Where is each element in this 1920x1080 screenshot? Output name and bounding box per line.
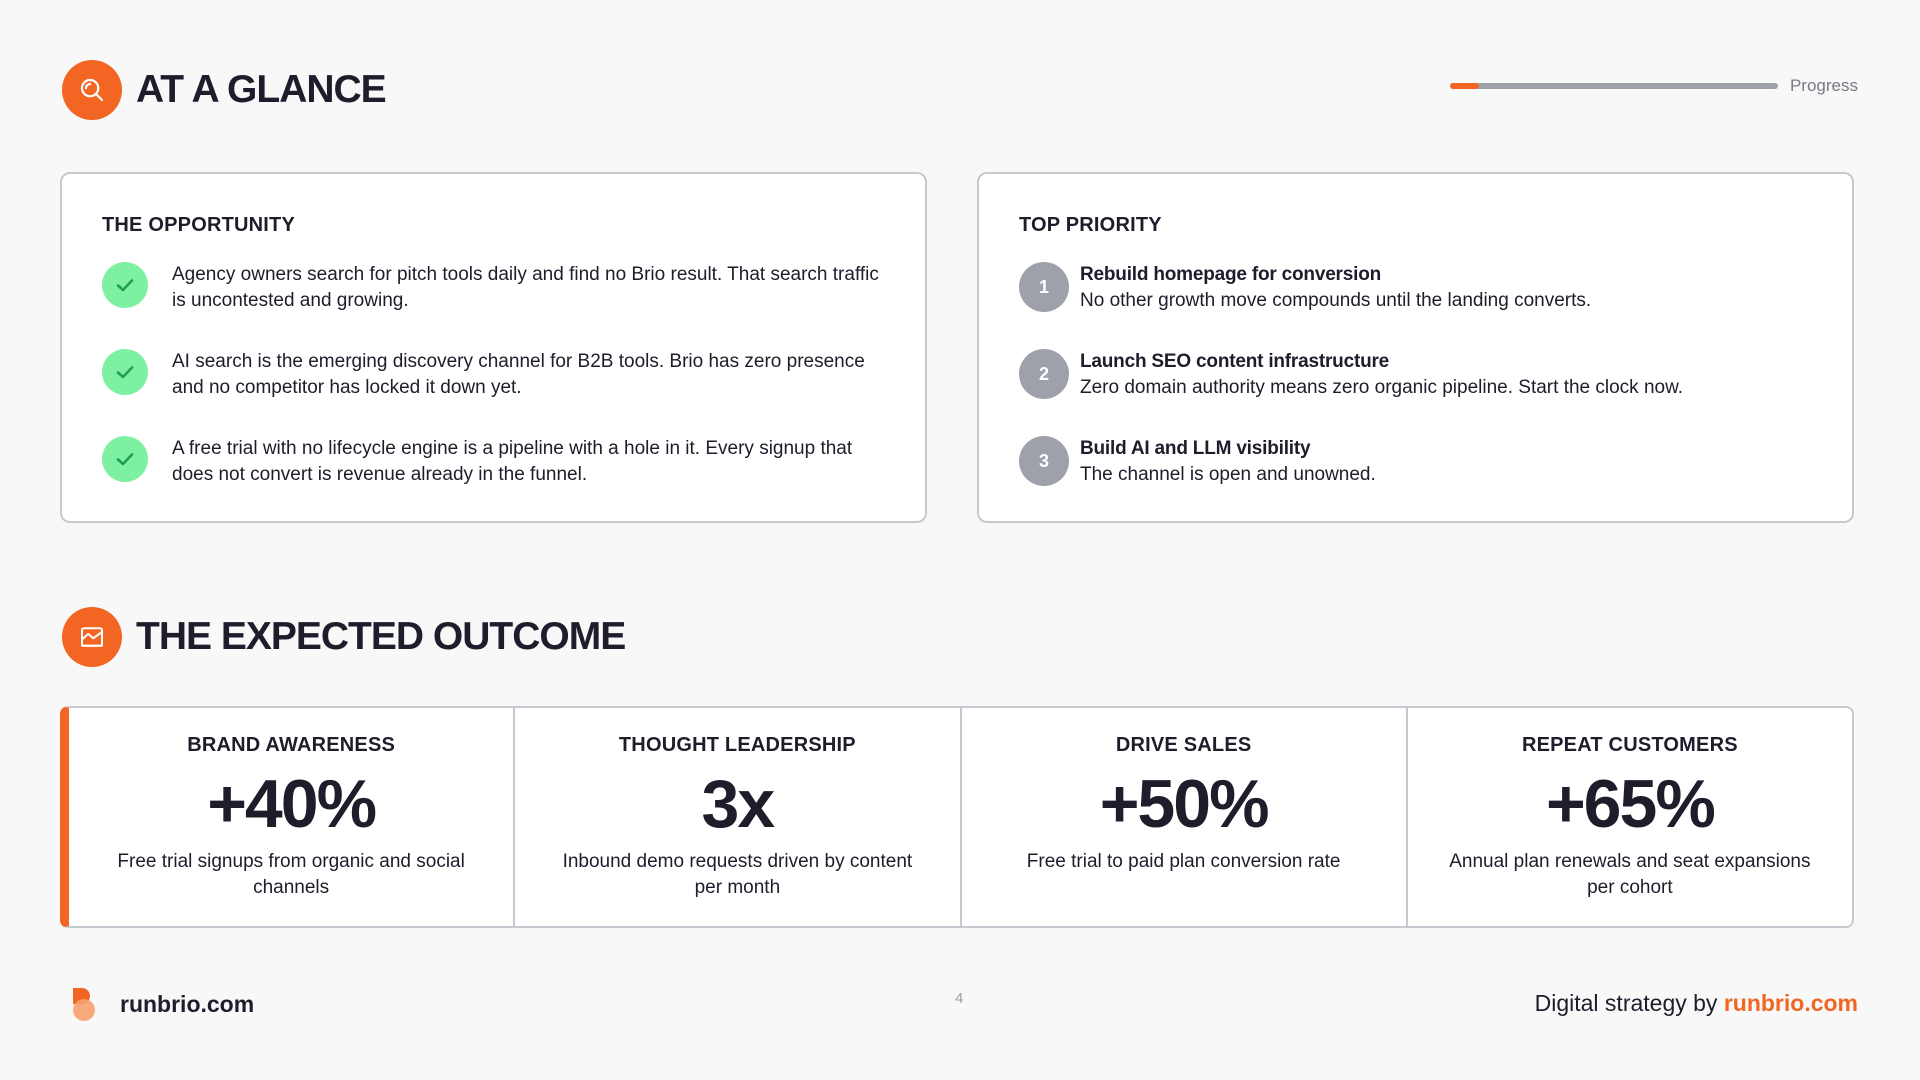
priority-number-badge: 1 <box>1019 262 1069 312</box>
priority-item-desc: No other growth move compounds until the landing converts. <box>1080 290 1592 311</box>
expected-outcome-header <box>62 607 625 667</box>
priority-number-badge: 3 <box>1019 436 1069 486</box>
priority-item-desc: Zero domain authority means zero organic pipeline. Start the clock now. <box>1080 377 1684 398</box>
priority-item <box>1019 436 1376 488</box>
footer-credit <box>1535 990 1858 1017</box>
priority-item <box>1019 349 1683 401</box>
progress-bar <box>1450 83 1778 89</box>
metric-desc: Free trial to paid plan conversion rate <box>1026 851 1341 872</box>
metric-brand-awareness <box>69 708 515 926</box>
priority-item-title: Launch SEO content infrastructure <box>1080 351 1390 372</box>
at-a-glance-header <box>62 60 386 120</box>
priority-item <box>1019 262 1591 314</box>
metric-drive-sales <box>962 708 1408 926</box>
opportunity-item-text: Agency owners search for pitch tools daily and find no Brio result. That search traffic is uncontested and growing. <box>172 264 879 311</box>
metric-label: BRAND AWARENESS <box>187 734 396 756</box>
priority-item-desc: The channel is open and unowned. <box>1080 464 1376 485</box>
footer-logo[interactable] <box>70 986 254 1022</box>
outcome-metrics <box>60 706 1854 928</box>
progress-fill <box>1450 83 1480 89</box>
check-icon <box>102 262 148 308</box>
priority-item-text <box>1080 349 1683 401</box>
footer-domain: runbrio.com <box>120 990 255 1017</box>
metric-value: +65% <box>1545 766 1714 842</box>
top-priority-title: TOP PRIORITY <box>1019 214 1162 236</box>
priority-number-badge: 2 <box>1019 349 1069 399</box>
metric-desc: Inbound demo requests driven by content per month <box>562 851 913 898</box>
footer-credit-brand-link[interactable]: runbrio.com <box>1723 990 1858 1016</box>
priority-item-title: Build AI and LLM visibility <box>1080 438 1311 459</box>
search-icon <box>62 60 122 120</box>
top-priority-card <box>977 172 1854 523</box>
opportunity-item <box>102 262 892 314</box>
check-icon <box>102 436 148 482</box>
runbrio-logo-icon <box>70 986 98 1022</box>
opportunity-item-text: A free trial with no lifecycle engine is a pipeline with a hole in it. Every signup that does not convert is revenue already in the funnel. <box>172 438 853 485</box>
check-icon <box>102 349 148 395</box>
opportunity-title: THE OPPORTUNITY <box>102 214 296 236</box>
metric-thought-leadership <box>515 708 961 926</box>
metric-value: +50% <box>1099 766 1268 842</box>
priority-item-title: Rebuild homepage for conversion <box>1080 264 1382 285</box>
metric-repeat-customers <box>1408 708 1852 926</box>
opportunity-item-text: AI search is the emerging discovery channel for B2B tools. Brio has zero presence and no competitor has locked it down yet. <box>172 351 865 398</box>
chart-icon <box>62 607 122 667</box>
metric-label: DRIVE SALES <box>1115 734 1252 756</box>
opportunity-item <box>102 349 892 401</box>
footer-credit-prefix: Digital strategy by <box>1534 990 1718 1016</box>
section-title-outcome: THE EXPECTED OUTCOME <box>136 615 626 658</box>
progress-indicator <box>1450 76 1858 96</box>
metric-label: REPEAT CUSTOMERS <box>1521 734 1738 756</box>
opportunity-item <box>102 436 892 488</box>
priority-item-text <box>1080 436 1376 488</box>
metric-value: +40% <box>207 766 376 842</box>
priority-item-text <box>1080 262 1591 314</box>
metric-value: 3x <box>701 766 774 842</box>
progress-label: Progress <box>1789 76 1858 95</box>
page-title: AT A GLANCE <box>136 68 386 111</box>
metric-desc: Annual plan renewals and seat expansions per cohort <box>1449 851 1811 898</box>
opportunity-card <box>60 172 927 523</box>
metric-label: THOUGHT LEADERSHIP <box>618 734 856 756</box>
metric-desc: Free trial signups from organic and social channels <box>117 851 465 898</box>
page-number: 4 <box>955 990 964 1007</box>
